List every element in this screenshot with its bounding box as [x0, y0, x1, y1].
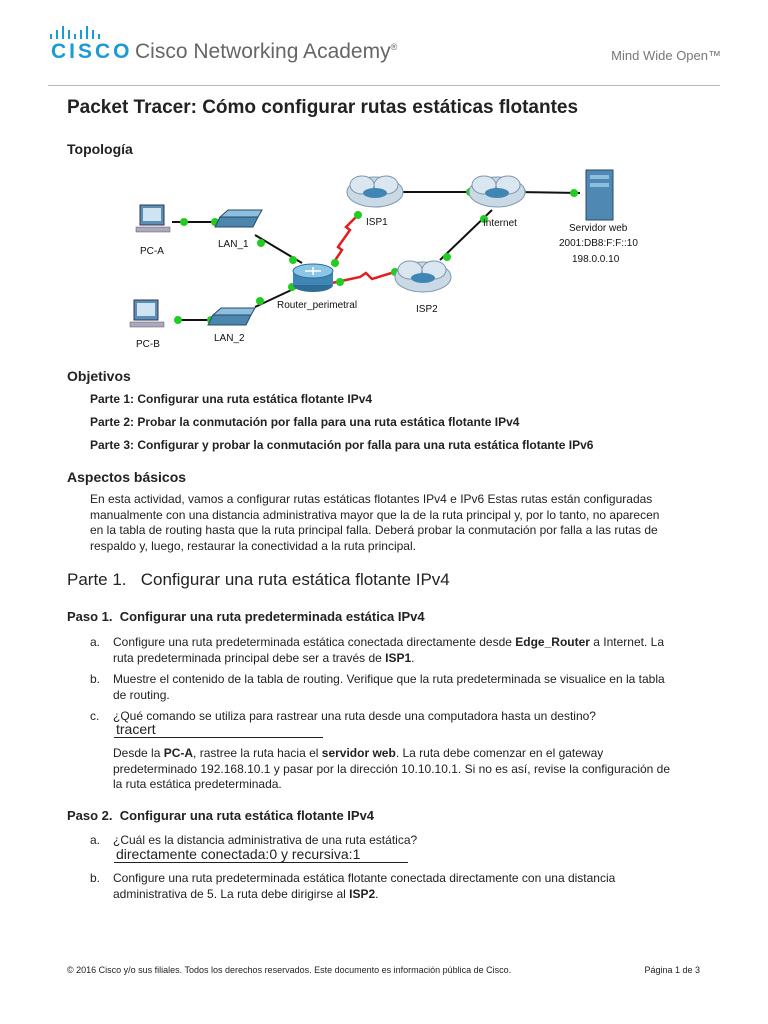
tagline: Mind Wide Open™: [611, 48, 721, 63]
pc-a-icon: [136, 205, 170, 232]
step2-item-a: a. ¿Cuál es la distancia administrativa de una ruta estática?: [90, 833, 418, 847]
pc-b-label: PC-B: [136, 339, 160, 350]
answer-field-admin-distance[interactable]: directamente conectada:0 y recursiva:1: [114, 846, 408, 863]
objective-item: Parte 3: Configurar y probar la conmutación por falla para una ruta estática flotante IPv6: [90, 438, 594, 452]
router-icon: [293, 264, 333, 292]
server-label: Servidor web: [569, 223, 628, 234]
objectives-heading: Objetivos: [67, 368, 131, 384]
step1-item-a: a. Configure una ruta predeterminada estática conectada directamente desde Edge_Router a Internet. La ruta predeterminada principal debe ser a través de ISP1.: [90, 635, 665, 665]
objective-item: Parte 1: Configurar una ruta estática flotante IPv4: [90, 392, 373, 406]
isp1-label: ISP1: [366, 217, 388, 228]
header-divider: [48, 85, 720, 86]
isp1-cloud-icon: [347, 176, 403, 207]
isp2-label: ISP2: [416, 304, 438, 315]
page-title: Packet Tracer: Cómo configurar rutas estáticas flotantes: [67, 97, 579, 118]
part1-heading: Parte 1. Configurar una ruta estática flotante IPv4: [67, 570, 450, 589]
background-paragraph: En esta actividad, vamos a configurar rutas estáticas flotantes IPv4 e IPv6 Estas rutas están configuradas manualmente con una distancia administrativa mayor que la de la ruta principal y, por lo tanto, no aparecen en la tabla de routing hasta que la ruta principal falla. Deberá probar la conmutación por falla a las rutas de respaldo y, luego, restaurar la conectividad a la ruta principal.: [90, 492, 660, 553]
step1-item-c: c. ¿Qué comando se utiliza para rastrear una ruta desde una computadora hasta un destino?: [90, 709, 596, 723]
internet-cloud-icon: [469, 176, 525, 207]
web-server-icon: [586, 170, 613, 220]
footer-page-number: Página 1 de 3: [644, 965, 700, 975]
step2-item-b: b. Configure una ruta predeterminada estática flotante conectada directamente con una distancia administrativa de 5. La ruta debe dirigirse al ISP2.: [90, 871, 616, 901]
server-ipv6-label: 2001:DB8:F:F::10: [559, 238, 638, 249]
step1-heading: Paso 1. Configurar una ruta predeterminada estática IPv4: [67, 609, 425, 624]
cisco-bars-icon: [50, 26, 120, 40]
topology-heading: Topología: [67, 141, 133, 157]
topology-diagram: [120, 165, 660, 360]
objective-item: Parte 2: Probar la conmutación por falla para una ruta estática flotante IPv4: [90, 415, 520, 429]
step2-heading: Paso 2. Configurar una ruta estática flotante IPv4: [67, 808, 375, 823]
router-label: Router_perimetral: [277, 300, 358, 311]
lan1-switch-icon: [215, 210, 262, 227]
cisco-logo: CISCO: [51, 40, 133, 63]
internet-label: Internet: [483, 218, 517, 229]
isp2-cloud-icon: [395, 261, 451, 292]
server-ipv4-label: 198.0.0.10: [572, 254, 620, 265]
step1-item-b: b. Muestre el contenido de la tabla de routing. Verifique que la ruta predeterminada se visualice en la tabla de routing.: [90, 672, 665, 702]
step1-item-c-detail: Desde la PC-A, rastree la ruta hacia el servidor web. La ruta debe comenzar en el gateway predeterminado 192.168.10.1 y pasar por la dirección 10.10.10.1. Si no es así, revise la configuración de la ruta estática predeterminada.: [113, 746, 671, 791]
footer-copyright: © 2016 Cisco y/o sus filiales. Todos los derechos reservados. Este documento es información pública de Cisco.: [67, 965, 512, 975]
academy-title: Cisco Networking Academy®: [135, 40, 398, 63]
page-header: [0, 0, 768, 85]
background-heading: Aspectos básicos: [67, 469, 187, 485]
lan1-label: LAN_1: [218, 239, 249, 250]
pc-b-icon: [130, 300, 164, 327]
pc-a-label: PC-A: [140, 246, 164, 257]
answer-field-tracert[interactable]: tracert: [114, 721, 323, 738]
lan2-label: LAN_2: [214, 333, 245, 344]
lan2-switch-icon: [208, 308, 255, 325]
